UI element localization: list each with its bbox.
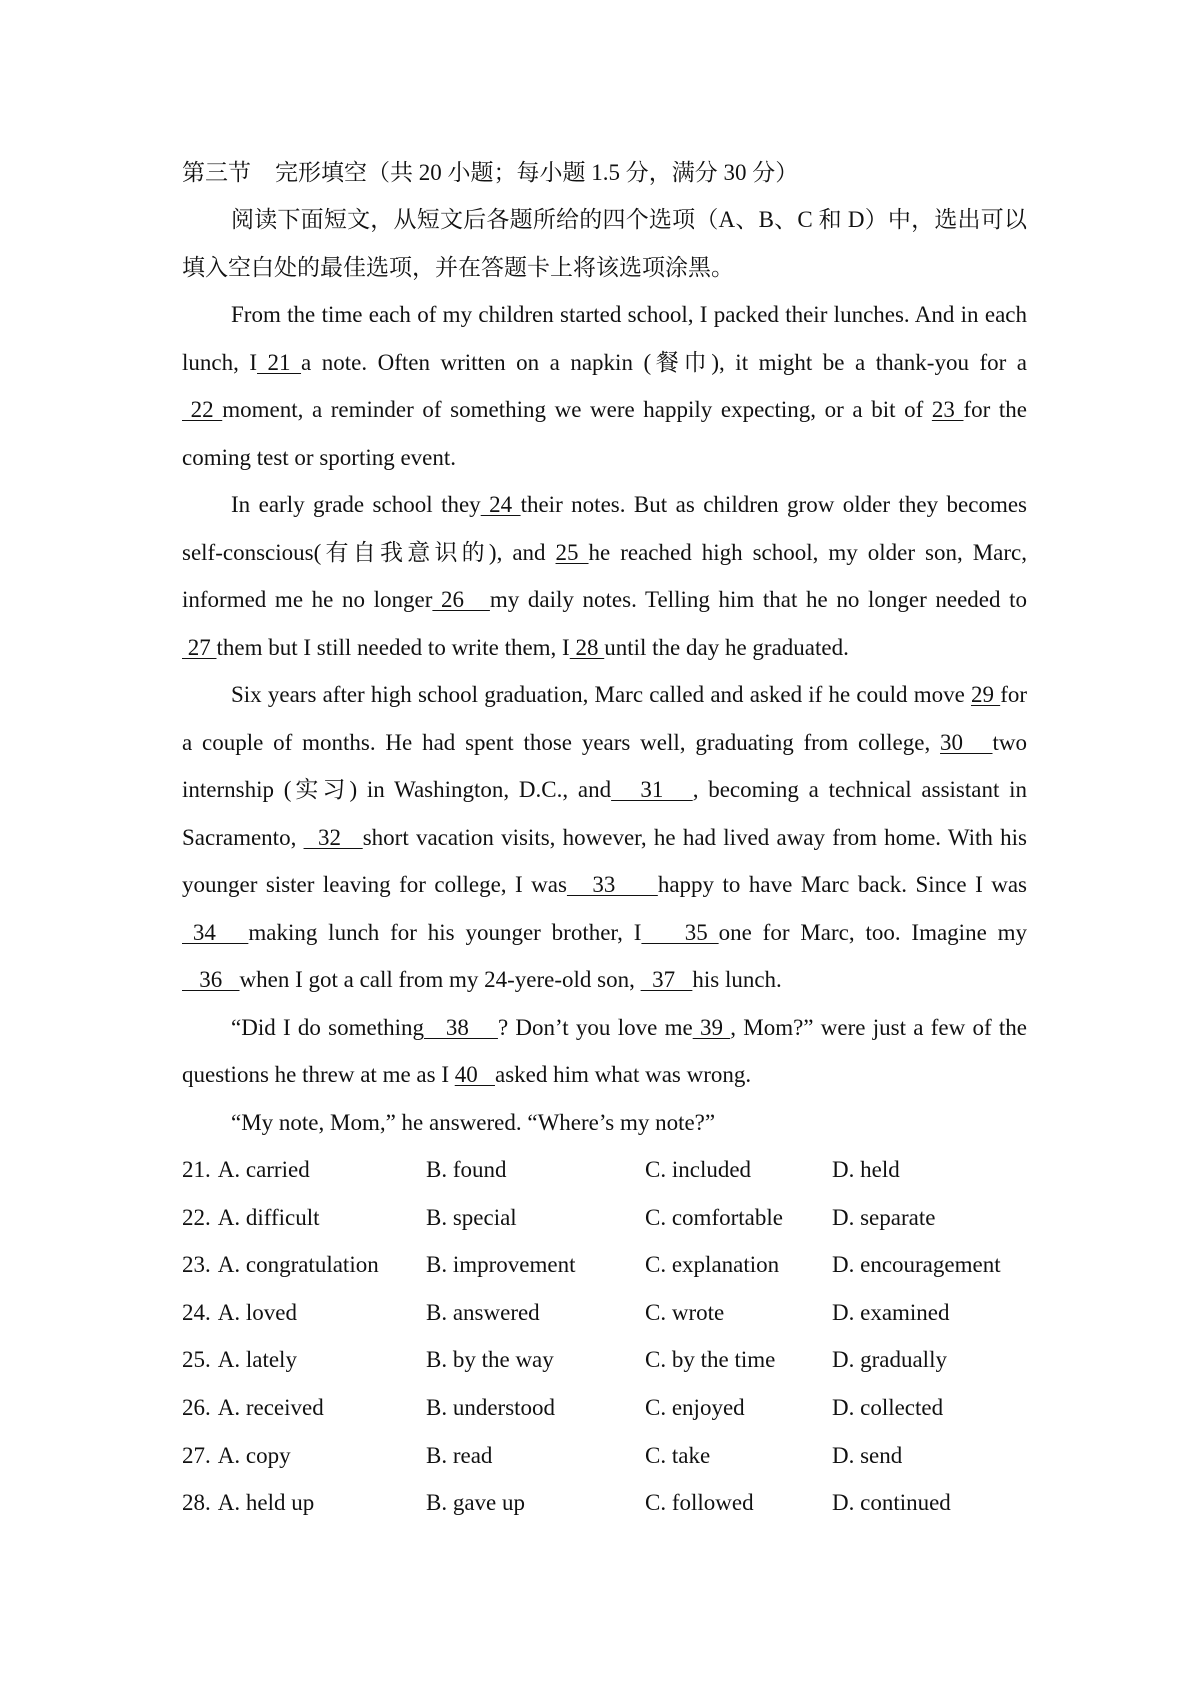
cloze-blank: 31: [611, 777, 693, 802]
question-row: [182, 1336, 1027, 1384]
option-c: C. by the time: [645, 1347, 776, 1373]
passage-text: my daily notes. Telling him that he no longer needed to: [489, 587, 1028, 612]
option-a: [182, 1384, 324, 1432]
question-number: 22.: [182, 1204, 211, 1230]
cloze-blank: 28: [569, 634, 605, 660]
option-text: A. loved: [217, 1299, 297, 1325]
question-options: [182, 1146, 1027, 1527]
option-d: D. continued: [832, 1490, 951, 1516]
cloze-blank: 32: [303, 824, 363, 850]
option-a: [182, 1336, 297, 1384]
passage-text: Six years after high school graduation, Marc called and asked if he could move: [231, 682, 971, 707]
option-b: B. understood: [426, 1394, 556, 1420]
option-text: A. carried: [217, 1157, 310, 1182]
option-d: D. separate: [832, 1204, 936, 1230]
option-a: [182, 1241, 379, 1289]
question-row: [182, 1146, 1027, 1194]
cloze-blank: 33: [566, 872, 658, 897]
passage-paragraph: [182, 481, 1027, 671]
question-number: 25.: [182, 1347, 211, 1373]
passage-text: two internship (实习) in Washington, D.C., and: [182, 729, 1027, 802]
passage-paragraph: [182, 671, 1027, 1004]
cloze-blank: 23: [931, 397, 964, 422]
passage-text: making lunch for his younger brother, I: [248, 919, 642, 945]
cloze-passage: [182, 291, 1027, 1146]
passage-text: he reached high school, my older son, Marc, informed me he no longer: [182, 539, 1027, 612]
option-d: D. held: [832, 1157, 900, 1182]
passage-text: “Did I do something: [231, 1014, 425, 1040]
option-c: C. followed: [645, 1490, 754, 1516]
cloze-blank: 38: [424, 1014, 498, 1040]
passage-text: their notes. But as children grow older they becomes self-conscious(有自我意识的), and: [182, 492, 1027, 565]
option-a: [182, 1146, 310, 1194]
section-heading: [182, 150, 1027, 196]
cloze-blank: 29: [970, 682, 1001, 707]
option-text: A. difficult: [217, 1204, 320, 1230]
option-text: A. held up: [217, 1490, 315, 1516]
cloze-blank: 25: [555, 539, 589, 565]
option-c: C. comfortable: [645, 1204, 783, 1230]
option-c: C. take: [645, 1442, 711, 1468]
option-a: [182, 1479, 314, 1527]
section-title: 完形填空（共 20 小题；每小题 1.5 分，满分 30 分）: [275, 160, 799, 185]
option-c: C. explanation: [645, 1252, 780, 1278]
question-row: [182, 1241, 1027, 1289]
option-b: B. answered: [426, 1299, 540, 1325]
option-c: C. wrote: [645, 1299, 725, 1325]
question-row: [182, 1289, 1027, 1337]
cloze-blank: 22: [182, 397, 223, 422]
option-text: A. lately: [217, 1347, 297, 1373]
passage-text: asked him what was wrong.: [494, 1062, 752, 1087]
passage-text: “My note, Mom,” he answered. “Where’s my note?”: [231, 1109, 716, 1135]
exam-page: [182, 150, 1027, 1527]
passage-text: In early grade school they: [231, 492, 481, 517]
passage-text: one for Marc, too. Imagine my: [718, 919, 1028, 945]
instructions: 阅读下面短文，从短文后各题所给的四个选项（A、B、C 和 D）中，选出可以填入空白处的最佳选项，并在答题卡上将该选项涂黑。: [182, 207, 1027, 280]
question-row: [182, 1384, 1027, 1432]
option-d: D. encouragement: [832, 1252, 1001, 1278]
cloze-blank: 27: [182, 634, 217, 660]
option-d: D. collected: [832, 1394, 944, 1420]
option-b: B. special: [426, 1204, 517, 1230]
passage-paragraph: [182, 291, 1027, 481]
passage-text: for a couple of months. He had spent those years well, graduating from college,: [182, 682, 1028, 755]
option-c: C. included: [645, 1157, 752, 1182]
question-number: 27.: [182, 1442, 211, 1468]
option-d: D. gradually: [832, 1347, 947, 1373]
cloze-blank: 35: [641, 919, 719, 945]
passage-text: when I got a call from my 24-yere-old son,: [239, 967, 641, 992]
option-d: D. send: [832, 1442, 903, 1468]
option-text: A. copy: [217, 1442, 291, 1468]
option-b: B. by the way: [426, 1347, 554, 1373]
passage-text: happy to have Marc back. Since I was: [657, 872, 1027, 897]
question-number: 21.: [182, 1157, 211, 1182]
cloze-blank: 21: [257, 349, 302, 375]
option-a: [182, 1194, 320, 1242]
question-row: [182, 1194, 1027, 1242]
option-text: A. congratulation: [217, 1252, 379, 1278]
cloze-blank: 37: [640, 967, 693, 992]
section-label: 第三节: [182, 160, 251, 185]
passage-paragraph: [182, 1099, 1027, 1147]
option-a: [182, 1289, 297, 1337]
passage-text: ? Don’t you love me: [497, 1014, 693, 1040]
option-b: B. read: [426, 1442, 493, 1468]
option-b: B. gave up: [426, 1490, 526, 1516]
passage-text: for the coming test or sporting event.: [182, 397, 1028, 470]
passage-text: , becoming a technical assistant in Sacramento,: [182, 777, 1028, 850]
passage-paragraph: [182, 1004, 1027, 1099]
passage-text: short vacation visits, however, he had lived away from home. With his younger sister leaving for college, I was: [182, 824, 1027, 897]
question-number: 26.: [182, 1394, 211, 1420]
passage-text: From the time each of my children started school, I packed their lunches. And in each lunch, I: [182, 302, 1027, 375]
cloze-blank: 36: [182, 967, 240, 992]
option-b: B. improvement: [426, 1252, 576, 1278]
question-number: 28.: [182, 1490, 211, 1516]
cloze-blank: 40: [454, 1062, 495, 1087]
cloze-blank: 39: [692, 1014, 731, 1040]
option-d: D. examined: [832, 1299, 950, 1325]
cloze-blank: 26: [432, 587, 490, 612]
cloze-blank: 30: [940, 729, 993, 755]
question-number: 23.: [182, 1252, 211, 1278]
question-row: [182, 1479, 1027, 1527]
cloze-blank: 34: [182, 919, 249, 945]
question-row: [182, 1432, 1027, 1480]
option-c: C. enjoyed: [645, 1394, 745, 1420]
passage-text: a note. Often written on a napkin (餐巾), it might be a thank-you for a: [301, 349, 1027, 375]
cloze-blank: 24: [480, 492, 521, 517]
passage-text: , Mom?” were just a few of the questions he threw at me as I: [182, 1014, 1028, 1087]
passage-text: moment, a reminder of something we were happily expecting, or a bit of: [222, 397, 932, 422]
option-text: A. received: [217, 1394, 324, 1420]
option-a: [182, 1432, 291, 1480]
passage-text: until the day he graduated.: [604, 634, 849, 660]
option-b: B. found: [426, 1157, 507, 1182]
passage-text: his lunch.: [692, 967, 782, 992]
passage-text: them but I still needed to write them, I: [216, 634, 570, 660]
question-number: 24.: [182, 1299, 211, 1325]
